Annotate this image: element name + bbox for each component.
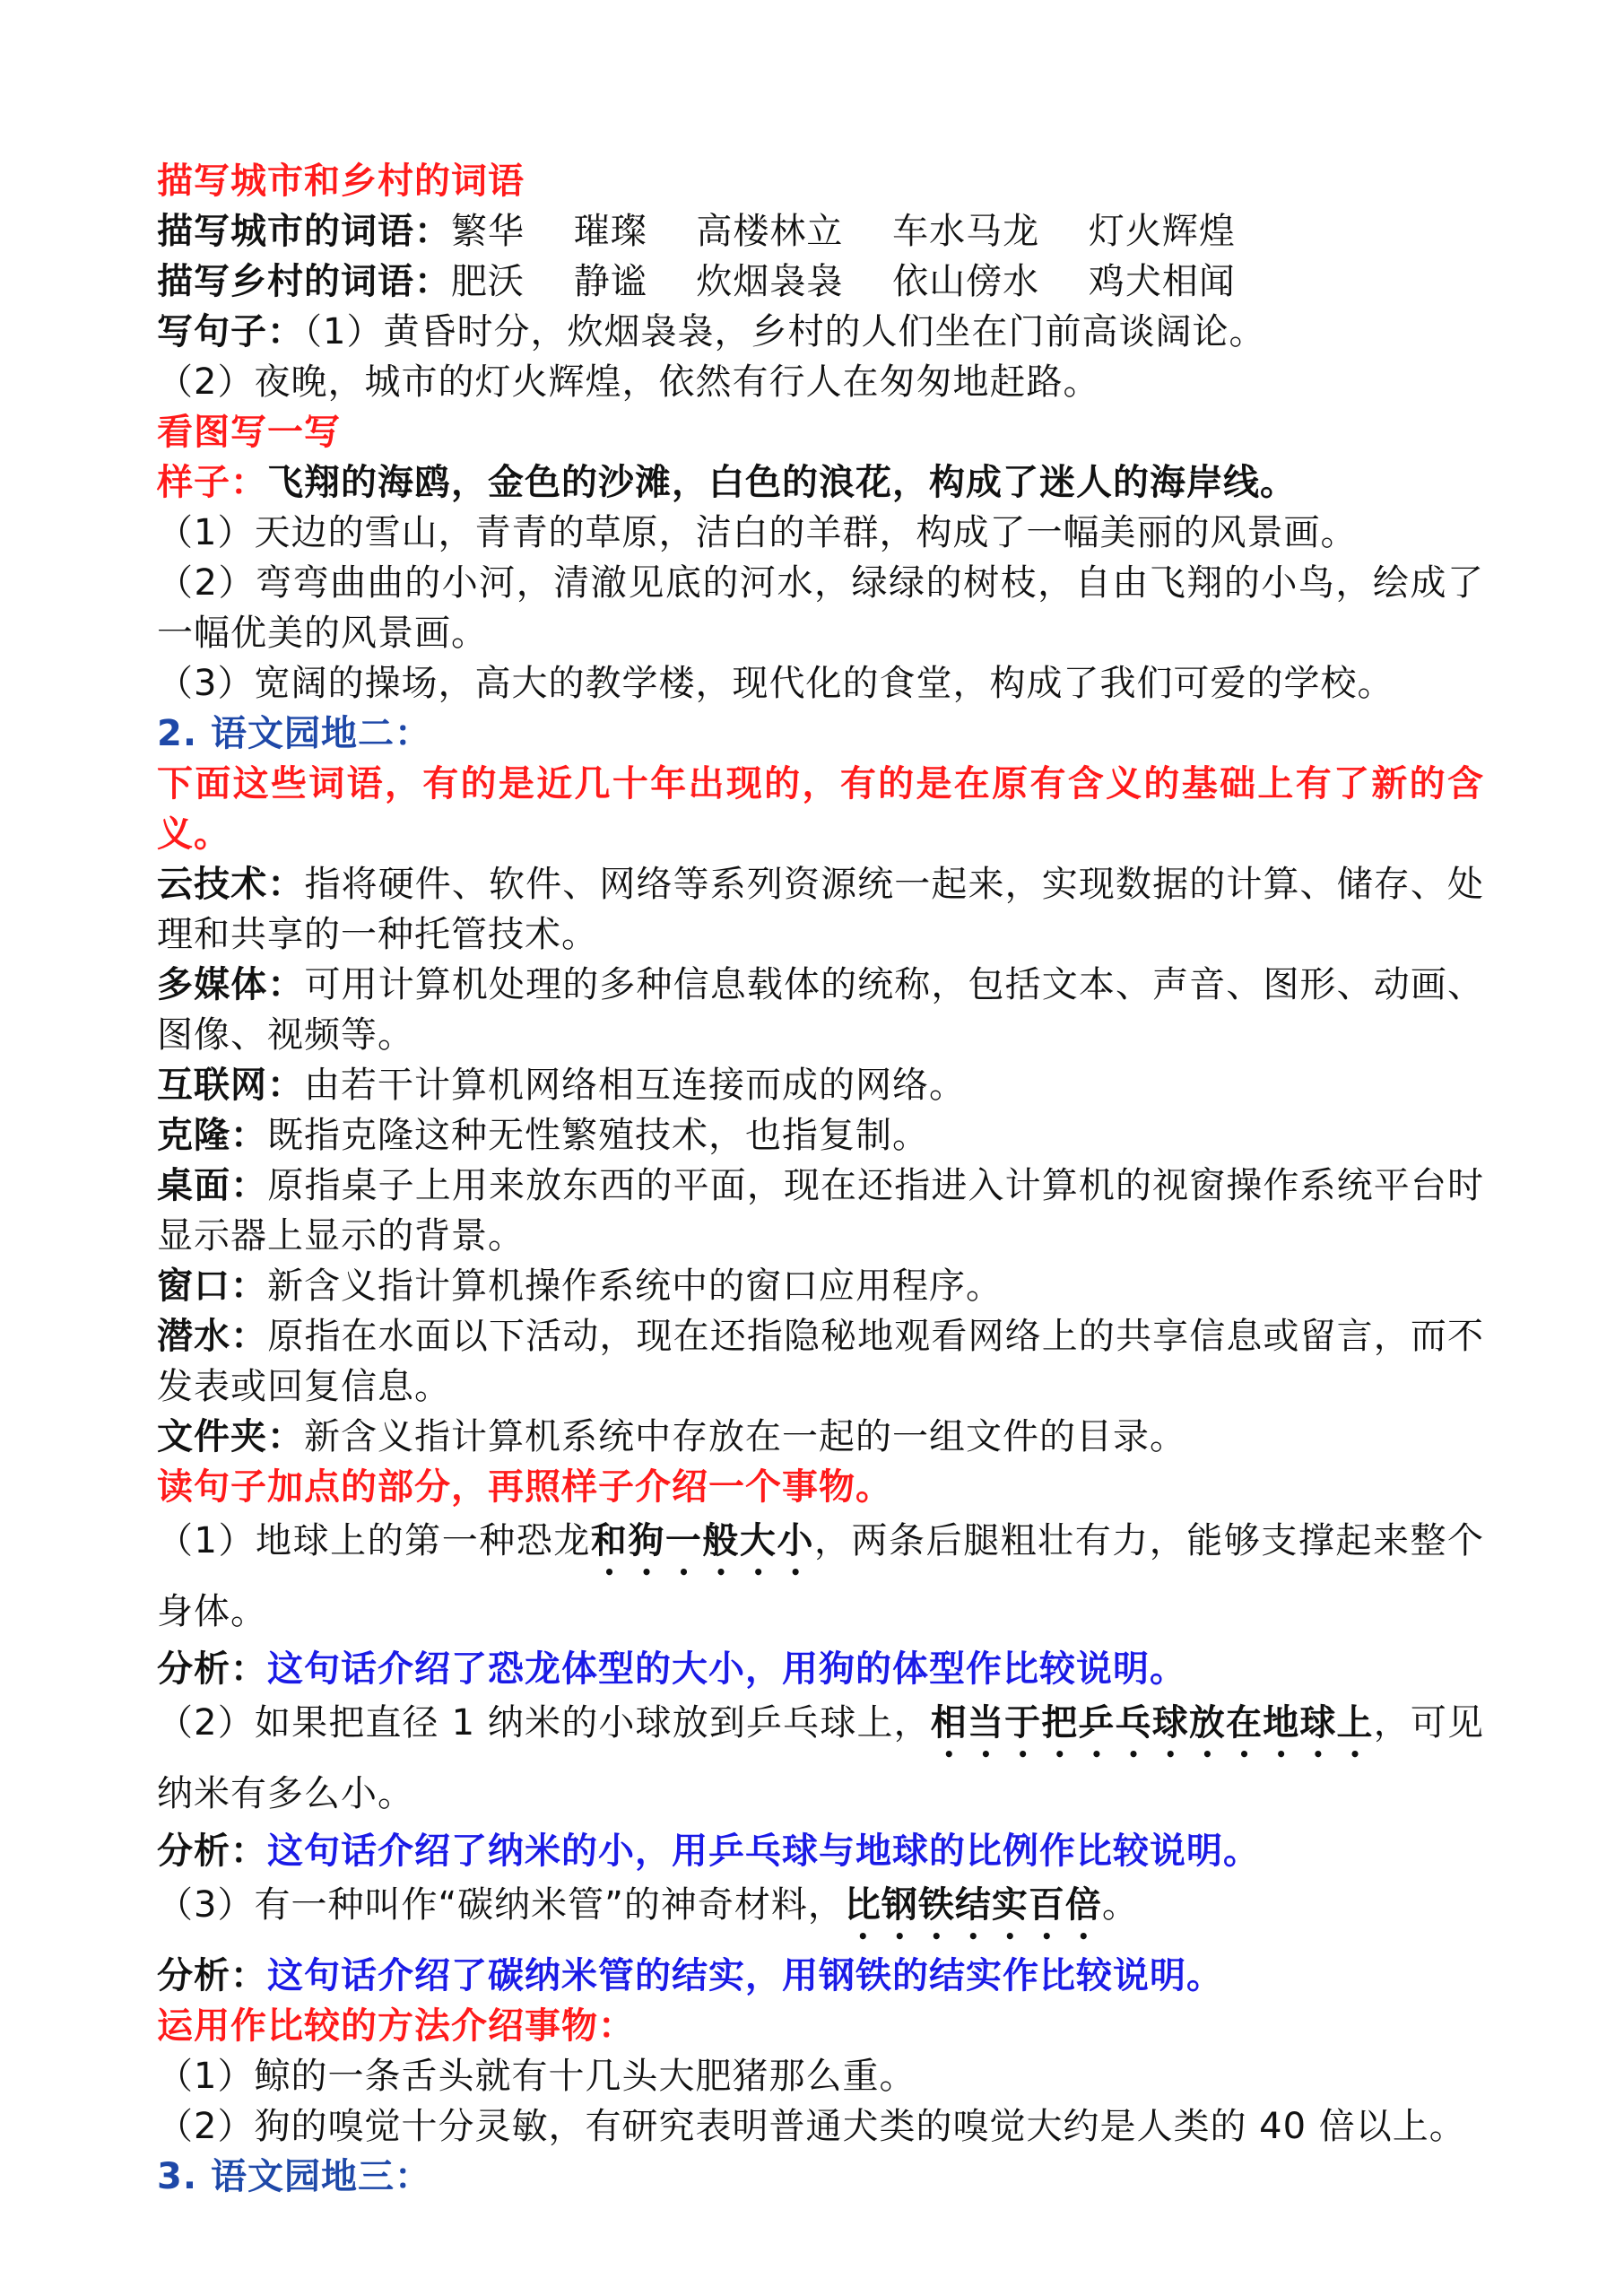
body-text: 可用计算机处理的多种信息载体的统称，包括文本、声音、图形、动画、图像、视频等。 <box>157 964 1485 1056</box>
term-label: 互联网： <box>157 1065 304 1106</box>
emphasized-text: 和狗一般大小 <box>590 1520 814 1561</box>
body-text: 新含义指计算机操作系统中的窗口应用程序。 <box>267 1265 1003 1307</box>
paragraph <box>157 206 1484 257</box>
emphasized-text: 比钢铁结实百倍 <box>844 1884 1102 1926</box>
paragraph <box>157 1261 1484 1311</box>
body-text: 既指克隆这种无性繁殖技术，也指复制。 <box>267 1115 929 1156</box>
body-text: （2）狗的嗅觉十分灵敏，有研究表明普通犬类的嗅觉大约是人类的 40 倍以上。 <box>157 2106 1466 2147</box>
term-label: 克隆： <box>157 1115 267 1156</box>
paragraph <box>157 1412 1484 1462</box>
paragraph <box>157 257 1484 307</box>
paragraph <box>157 1826 1484 1876</box>
section-heading: 读句子加点的部分，再照样子介绍一个事物。 <box>157 1466 892 1508</box>
body-text: 肥沃 静谧 炊烟袅袅 依山傍水 鸡犬相闻 <box>451 261 1236 302</box>
term-label: 描写城市的词语： <box>157 211 451 252</box>
paragraph <box>157 1951 1484 2001</box>
paragraph <box>157 156 1484 206</box>
paragraph <box>157 709 1484 759</box>
paragraph <box>157 1161 1484 1261</box>
body-text: （3）宽阔的操场，高大的教学楼，现代化的食堂，构成了我们可爱的学校。 <box>157 663 1394 704</box>
document-body <box>157 156 1484 2202</box>
body-text: （1）黄昏时分，炊烟袅袅，乡村的人们坐在门前高谈阔论。 <box>304 311 1266 352</box>
section-heading: 描写城市和乡村的词语 <box>157 161 525 202</box>
body-text: ，两条后腿粗壮有力，能够支撑起来整个身体。 <box>157 1520 1485 1632</box>
paragraph <box>157 859 1484 960</box>
body-text: （1）天边的雪山，青青的草原，洁白的羊群，构成了一幅美丽的风景画。 <box>157 512 1358 553</box>
section-heading: 看图写一写 <box>157 412 341 453</box>
paragraph <box>157 1644 1484 1694</box>
term-label: 分析： <box>157 1648 267 1690</box>
analysis-text: 这句话介绍了恐龙体型的大小，用狗的体型作比较说明。 <box>267 1648 1186 1690</box>
paragraph <box>157 1876 1484 1951</box>
term-label: 分析： <box>157 1955 267 1996</box>
body-text: （2）夜晚，城市的灯火辉煌，依然有行人在匆匆地赶路。 <box>157 361 1100 403</box>
paragraph <box>157 307 1484 357</box>
paragraph <box>157 508 1484 558</box>
paragraph <box>157 558 1484 658</box>
term-label: 多媒体： <box>157 964 305 1005</box>
body-text: ，可见纳米有多么小。 <box>157 1702 1485 1814</box>
paragraph <box>157 658 1484 709</box>
body-text: （1）地球上的第一种恐龙 <box>157 1520 591 1561</box>
body-text: （3）有一种叫作“碳纳米管”的神奇材料， <box>157 1884 845 1926</box>
paragraph <box>157 759 1484 859</box>
body-text: （2）弯弯曲曲的小河，清澈见底的河水，绿绿的树枝，自由飞翔的小鸟，绘成了一幅优美的风景画。 <box>157 562 1484 654</box>
body-text: 新含义指计算机系统中存放在一起的一组文件的目录。 <box>304 1416 1186 1457</box>
paragraph <box>157 1110 1484 1161</box>
body-text: 原指在水面以下活动，现在还指隐秘地观看网络上的共享信息或留言，而不发表或回复信息。 <box>157 1316 1484 1407</box>
section-heading: 运用作比较的方法介绍事物： <box>157 2005 635 2047</box>
paragraph <box>157 1060 1484 1110</box>
analysis-text: 这句话介绍了纳米的小，用乒乓球与地球的比例作比较说明。 <box>267 1831 1260 1872</box>
body-text: 指将硬件、软件、网络等系列资源统一起来，实现数据的计算、储存、处理和共享的一种托管技术。 <box>157 864 1485 955</box>
term-label: 窗口： <box>157 1265 267 1307</box>
term-label: 分析： <box>157 1831 267 1872</box>
paragraph <box>157 1512 1484 1644</box>
term-label: 写句子： <box>157 311 304 352</box>
emphasized-text: 相当于把乒乓球放在地球上 <box>930 1702 1374 1744</box>
section-heading: 样子： <box>157 462 267 503</box>
term-label: 潜水： <box>157 1316 268 1357</box>
paragraph <box>157 2051 1484 2101</box>
paragraph <box>157 1311 1484 1412</box>
example-text: 飞翔的海鸥，金色的沙滩，白色的浪花，构成了迷人的海岸线。 <box>267 462 1297 503</box>
paragraph <box>157 1462 1484 1512</box>
paragraph <box>157 960 1484 1060</box>
paragraph <box>157 2152 1484 2202</box>
term-label: 云技术： <box>157 864 305 905</box>
paragraph <box>157 2101 1484 2152</box>
unit-heading: 3. 语文园地三： <box>157 2156 431 2197</box>
body-text: 繁华 璀璨 高楼林立 车水马龙 灯火辉煌 <box>451 211 1236 252</box>
paragraph <box>157 407 1484 457</box>
term-label: 桌面： <box>157 1165 268 1206</box>
analysis-text: 这句话介绍了碳纳米管的结实，用钢铁的结实作比较说明。 <box>267 1955 1223 1996</box>
paragraph <box>157 1694 1484 1826</box>
paragraph <box>157 2001 1484 2051</box>
body-text: 。 <box>1101 1884 1139 1926</box>
term-label: 文件夹： <box>157 1416 304 1457</box>
body-text: （2）如果把直径 1 纳米的小球放到乒乓球上， <box>157 1702 931 1744</box>
body-text: 原指桌子上用来放东西的平面，现在还指进入计算机的视窗操作系统平台时显示器上显示的背景。 <box>157 1165 1484 1257</box>
section-heading: 下面这些词语，有的是近几十年出现的，有的是在原有含义的基础上有了新的含义。 <box>157 763 1484 855</box>
unit-heading: 2. 语文园地二： <box>157 713 431 754</box>
body-text: 由若干计算机网络相互连接而成的网络。 <box>304 1065 966 1106</box>
paragraph <box>157 357 1484 407</box>
body-text: （1）鲸的一条舌头就有十几头大肥猪那么重。 <box>157 2056 916 2097</box>
paragraph <box>157 457 1484 508</box>
term-label: 描写乡村的词语： <box>157 261 451 302</box>
